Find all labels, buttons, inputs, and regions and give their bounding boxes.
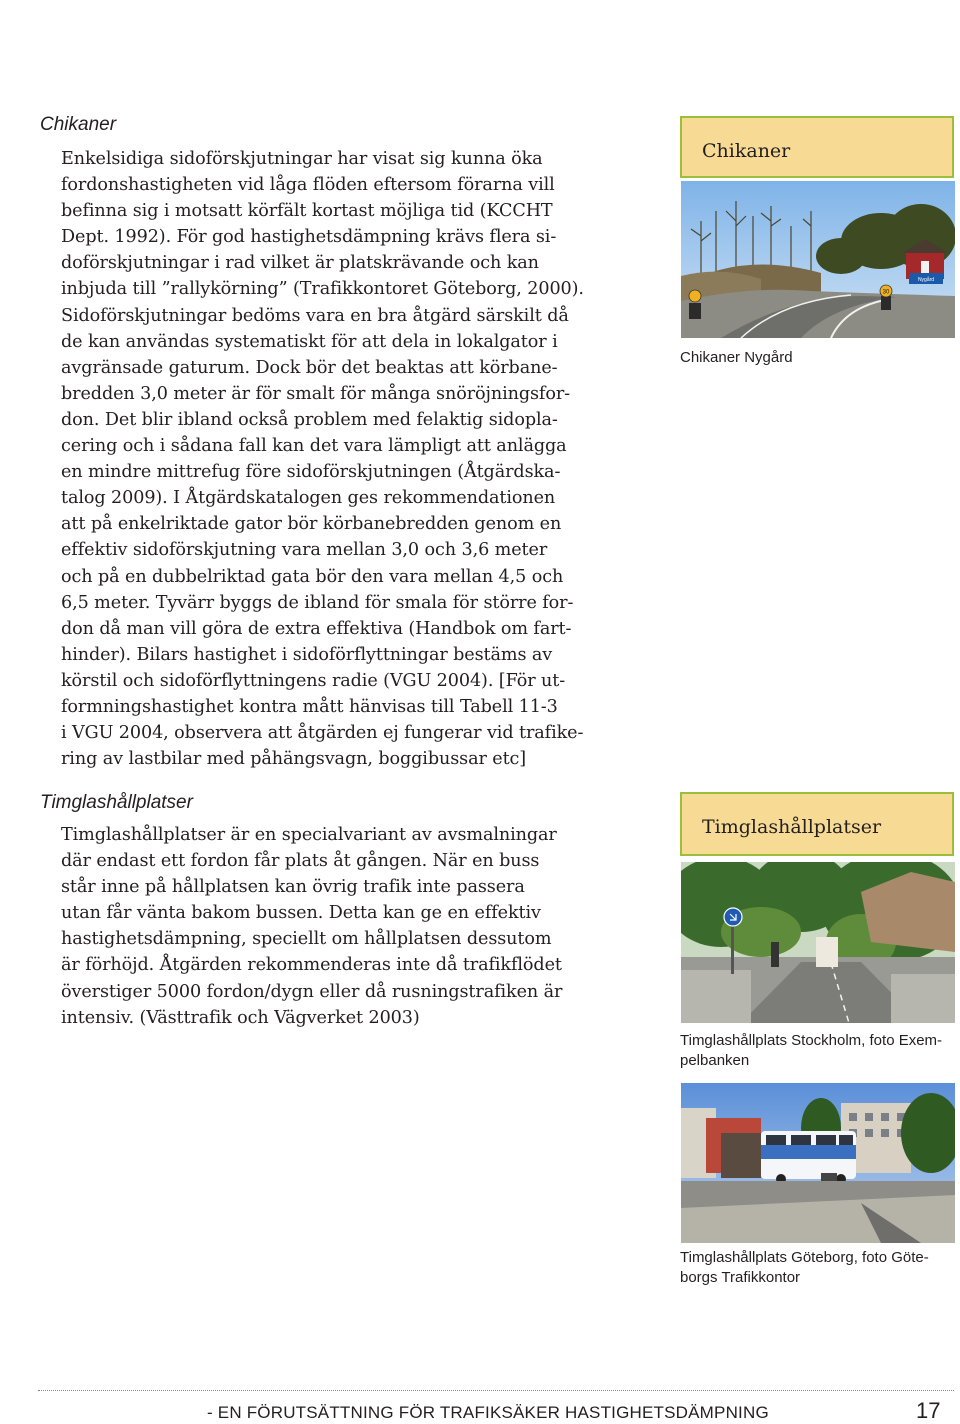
section-heading-timglashallplatser: Timglashållplatser	[40, 792, 193, 813]
timglashallplatser-box-title: Timglashållplatser	[702, 816, 882, 838]
photo-chikaner-nygard	[681, 181, 955, 338]
chikaner-title-box	[680, 116, 954, 178]
footer-divider	[38, 1390, 954, 1391]
caption-timglashallplats-stockholm: Timglashållplats Stockholm, foto Exem- pelbanken	[680, 1032, 943, 1069]
section-heading-chikaner: Chikaner	[40, 114, 117, 135]
place-sign-text: Nygård	[917, 277, 935, 283]
caption-chikaner-nygard: Chikaner Nygård	[680, 349, 793, 366]
photo-timglashallplats-stockholm	[681, 862, 955, 1023]
footer-title: - EN FÖRUTSÄTTNING FÖR TRAFIKSÄKER HASTIGHETSDÄMPNING	[207, 1403, 769, 1422]
timglashallplatser-title-box	[680, 792, 954, 856]
section-body-timglashallplatser: Timglashållplatser är en specialvariant av avsmalningar där endast ett fordon får plats åt gången. När en buss står inne på hållplatsen kan övrig trafik inte passera utan får vänta bakom bussen. Detta kan ge en effektiv hastighetsdämpning, speciellt om hållplatsen dessutom är förhöjd. Åtgärden rekommenderas inte då trafikflödet överstiger 5000 fordon/dygn eller då rusningstrafiken är intensiv. (Västtrafik och Vägverket 2003)	[61, 825, 563, 1028]
page-number: 17	[916, 1398, 941, 1423]
photo-timglashallplats-goteborg	[681, 1083, 955, 1243]
caption-timglashallplats-goteborg: Timglashållplats Göteborg, foto Göte- borgs Trafikkontor	[680, 1249, 929, 1286]
chikaner-box-title: Chikaner	[702, 140, 791, 162]
section-body-chikaner: Enkelsidiga sidoförskjutningar har visat sig kunna öka fordonshastigheten vid låga flöden eftersom förarna vill befinna sig i motsatt körfält kortast möjliga tid (KCCHT Dept. 1992). För god hastighetsdämpning krävs flera si- doförskjutningar i rad vilket är platskrävande och kan inbjuda till ”rallykörning” (Trafikkontoret Göteborg, 2000). Sidoförskjutningar bedöms vara en bra åtgärd särskilt då de kan användas systematiskt för att dela in lokalgator i avgränsade gaturum. Dock bör det beaktas att körbane- bredden 3,0 meter är för smalt för många snöröjningsfor- don. Det blir ibland också problem med felaktig sidopla- cering och i sådana fall kan det vara lämpligt att anlägga en mindre mittrefug före sidoförskjutningen (Åtgärdska- talog 2009). I Åtgärdskatalogen ges rekommendationen att på enkelriktade gator bör körbanebredden genom en effektiv sidoförskjutning vara mellan 3,0 och 3,6 meter och på en dubbelriktad gata bör den vara mellan 4,5 och 6,5 meter. Tyvärr byggs de ibland för smala för större for- don då man vill göra de extra effektiva (Handbok om fart- hinder). Bilars hastighet i sidoförflyttningar bestäms av körstil och sidoförflyttningens radie (VGU 2004). [För ut- formningshastighet kontra mått hänvisas till Tabell 11-3 i VGU 2004, observera att åtgärden ej fungerar vid trafike- ring av lastbilar med påhängsvagn, boggibussar etc]	[61, 149, 584, 770]
speed-limit-sign-text: 30	[882, 289, 890, 296]
